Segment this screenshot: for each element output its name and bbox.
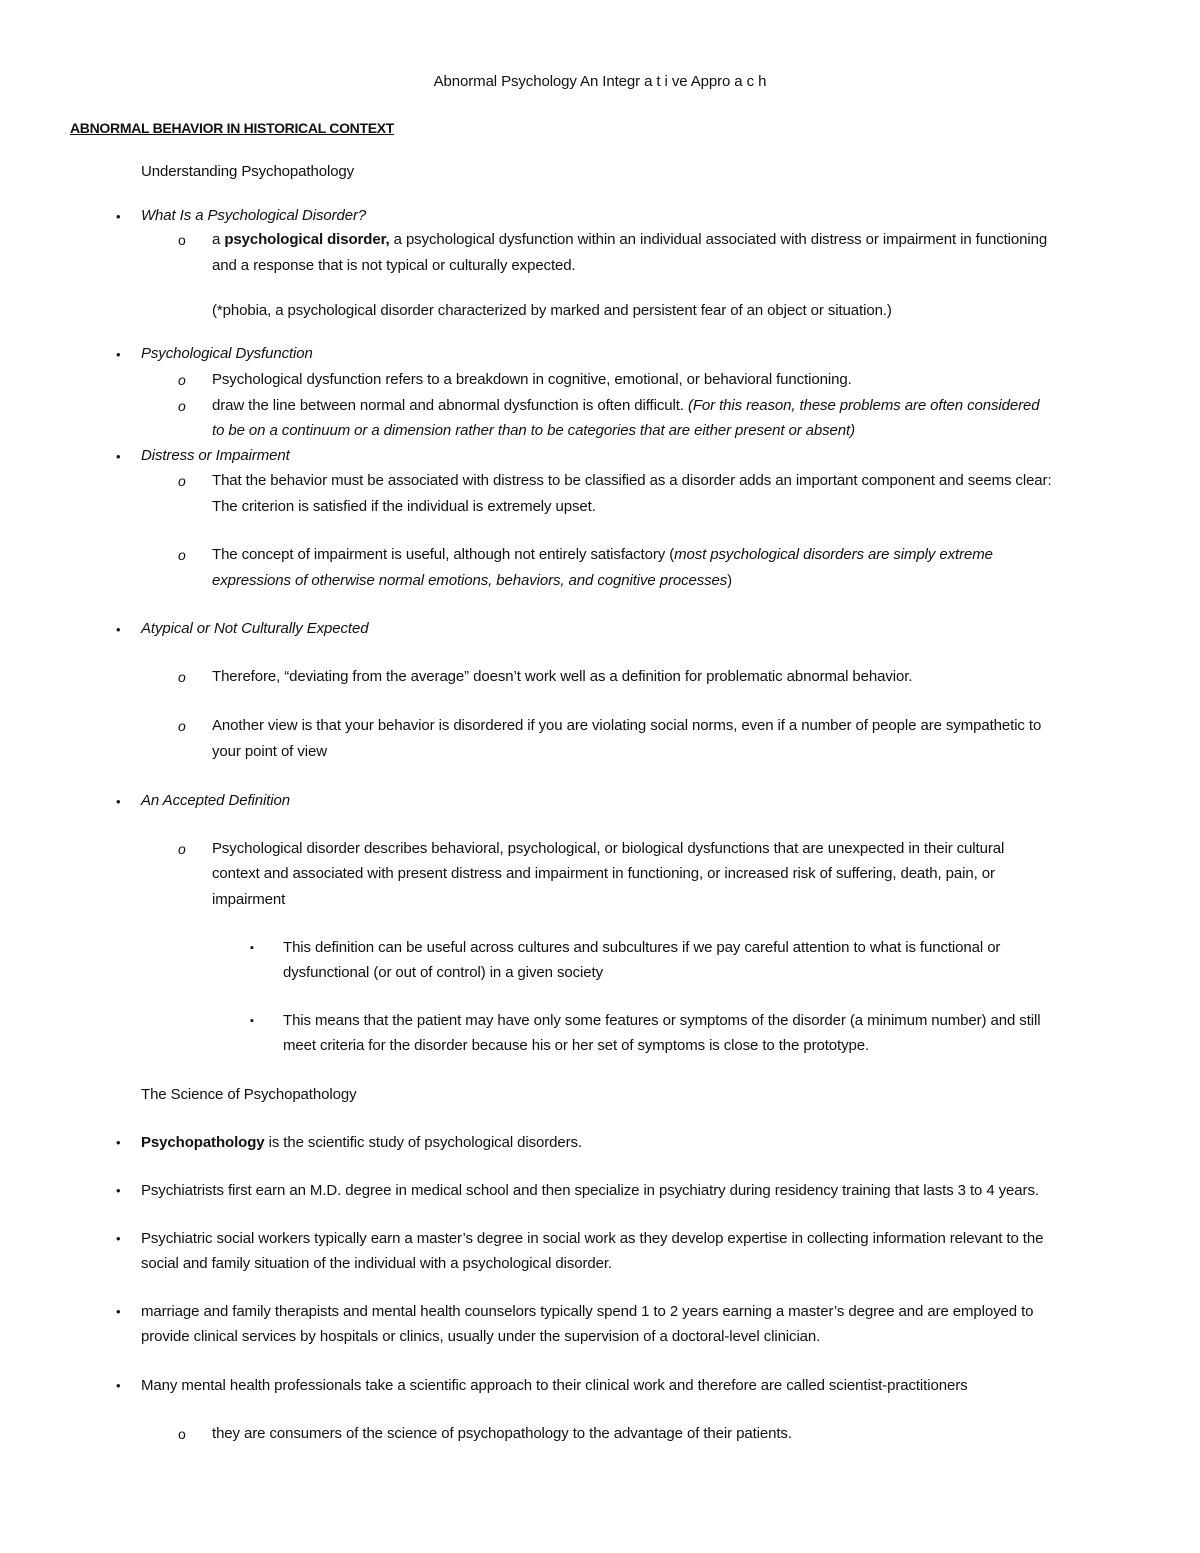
list-item: This means that the patient may have only some features or symptoms of the disorder (a minimum number) and still bbox=[283, 1012, 1041, 1029]
list-item: Therefore, “deviating from the average” doesn’t work well as a definition for problematic abnormal behavior. bbox=[212, 668, 913, 685]
list-item: Psychiatric social workers typically earn a master’s degree in social work as they develop expertise in collecting information relevant to the bbox=[141, 1230, 1044, 1247]
list-item: This definition can be useful across cultures and subcultures if we pay careful attention to what is functional or bbox=[283, 939, 1001, 956]
bullet-heading: Atypical or Not Culturally Expected bbox=[141, 620, 369, 637]
sub-bullet-marker: o bbox=[178, 372, 186, 388]
subsection-title: The Science of Psychopathology bbox=[141, 1086, 357, 1103]
text-span: The concept of impairment is useful, although not entirely satisfactory ( bbox=[212, 546, 675, 563]
list-item-continuation bbox=[212, 571, 732, 591]
bullet-heading: Psychological Dysfunction bbox=[141, 345, 313, 362]
term-bold: psychological disorder, bbox=[224, 231, 390, 248]
bullet-marker: • bbox=[116, 209, 121, 224]
term-bold: Psychopathology bbox=[141, 1134, 265, 1151]
list-item-continuation: dysfunctional (or out of control) in a given society bbox=[283, 964, 603, 981]
note: (*phobia, a psychological disorder characterized by marked and persistent fear of an object or situation.) bbox=[212, 302, 892, 319]
list-item: Psychiatrists first earn an M.D. degree in medical school and then specialize in psychiatry during residency training that lasts 3 to 4 years. bbox=[141, 1182, 1039, 1199]
list-item: they are consumers of the science of psychopathology to the advantage of their patients. bbox=[212, 1425, 792, 1442]
list-item: Psychological dysfunction refers to a breakdown in cognitive, emotional, or behavioral functioning. bbox=[212, 371, 852, 388]
list-item-continuation: The criterion is satisfied if the individual is extremely upset. bbox=[212, 498, 596, 515]
list-item bbox=[141, 1133, 582, 1153]
bullet-marker: • bbox=[116, 449, 121, 464]
list-item: marriage and family therapists and mental health counselors typically spend 1 to 2 years earning a master’s degree and are employed to bbox=[141, 1303, 1034, 1320]
list-item bbox=[212, 545, 993, 565]
bullet-marker: • bbox=[116, 1304, 121, 1319]
bullet-marker: • bbox=[116, 347, 121, 362]
bullet-marker: • bbox=[116, 1183, 121, 1198]
bullet-marker: • bbox=[116, 1378, 121, 1393]
list-item-continuation: social and family situation of the individual with a psychological disorder. bbox=[141, 1255, 612, 1272]
list-item: That the behavior must be associated with distress to be classified as a disorder adds an important component and seems clear: bbox=[212, 472, 1052, 489]
bullet-marker: • bbox=[116, 1135, 121, 1150]
list-item-continuation: to be on a continuum or a dimension rather than to be categories that are either present or absent) bbox=[212, 422, 855, 439]
list-item-continuation: context and associated with present distress and impairment in functioning, or increased risk of suffering, death, pain, or bbox=[212, 865, 995, 882]
text-span: draw the line between normal and abnormal dysfunction is often difficult. bbox=[212, 397, 688, 414]
sub-bullet-marker: o bbox=[178, 473, 186, 489]
list-item: Another view is that your behavior is disordered if you are violating social norms, even if a number of people are sympathetic to bbox=[212, 717, 1042, 734]
bullet-heading: Distress or Impairment bbox=[141, 447, 290, 464]
sub-bullet-marker: o bbox=[178, 1426, 186, 1442]
list-item-continuation: and a response that is not typical or culturally expected. bbox=[212, 257, 576, 274]
bullet-marker: • bbox=[116, 622, 121, 637]
square-bullet-marker: ▪ bbox=[250, 1015, 254, 1027]
bullet-marker: • bbox=[116, 1231, 121, 1246]
bullet-heading: What Is a Psychological Disorder? bbox=[141, 207, 367, 224]
sub-bullet-marker: o bbox=[178, 232, 186, 248]
list-item: Psychological disorder describes behavioral, psychological, or biological dysfunctions that are unexpected in their cultural bbox=[212, 840, 1005, 857]
list-item-continuation: meet criteria for the disorder because his or her set of symptoms is close to the prototype. bbox=[283, 1037, 870, 1054]
bullet-marker: • bbox=[116, 794, 121, 809]
text-span-italic: (For this reason, these problems are often considered bbox=[687, 397, 1040, 414]
list-item: Many mental health professionals take a scientific approach to their clinical work and therefore are called scientist-practitioners bbox=[141, 1377, 968, 1394]
text-span-italic: expressions of otherwise normal emotions, behaviors, and cognitive processes bbox=[212, 572, 728, 589]
text-span: a bbox=[212, 231, 225, 248]
subsection-title: Understanding Psychopathology bbox=[141, 163, 355, 180]
sub-bullet-marker: o bbox=[178, 669, 186, 685]
square-bullet-marker: ▪ bbox=[250, 942, 254, 954]
list-item-continuation: your point of view bbox=[212, 743, 327, 760]
document-title: Abnormal Psychology An Integr a t i ve Appro a c h bbox=[433, 73, 767, 90]
list-item bbox=[212, 396, 1040, 416]
sub-bullet-marker: o bbox=[178, 841, 186, 857]
list-item-continuation: provide clinical services by hospitals or clinics, usually under the supervision of a doctoral-level clinician. bbox=[141, 1328, 821, 1345]
section-heading: ABNORMAL BEHAVIOR IN HISTORICAL CONTEXT bbox=[70, 120, 395, 136]
text-span-italic: most psychological disorders are simply extreme bbox=[674, 546, 993, 563]
text-span: a psychological dysfunction within an individual associated with distress or impairment in functioning bbox=[389, 231, 1048, 248]
bullet-heading: An Accepted Definition bbox=[141, 792, 291, 809]
sub-bullet-marker: o bbox=[178, 398, 186, 414]
text-span: ) bbox=[727, 572, 733, 589]
text-span: is the scientific study of psychological disorders. bbox=[264, 1134, 582, 1151]
list-item bbox=[212, 230, 1047, 250]
sub-bullet-marker: o bbox=[178, 547, 186, 563]
sub-bullet-marker: o bbox=[178, 718, 186, 734]
list-item-continuation: impairment bbox=[212, 891, 286, 908]
